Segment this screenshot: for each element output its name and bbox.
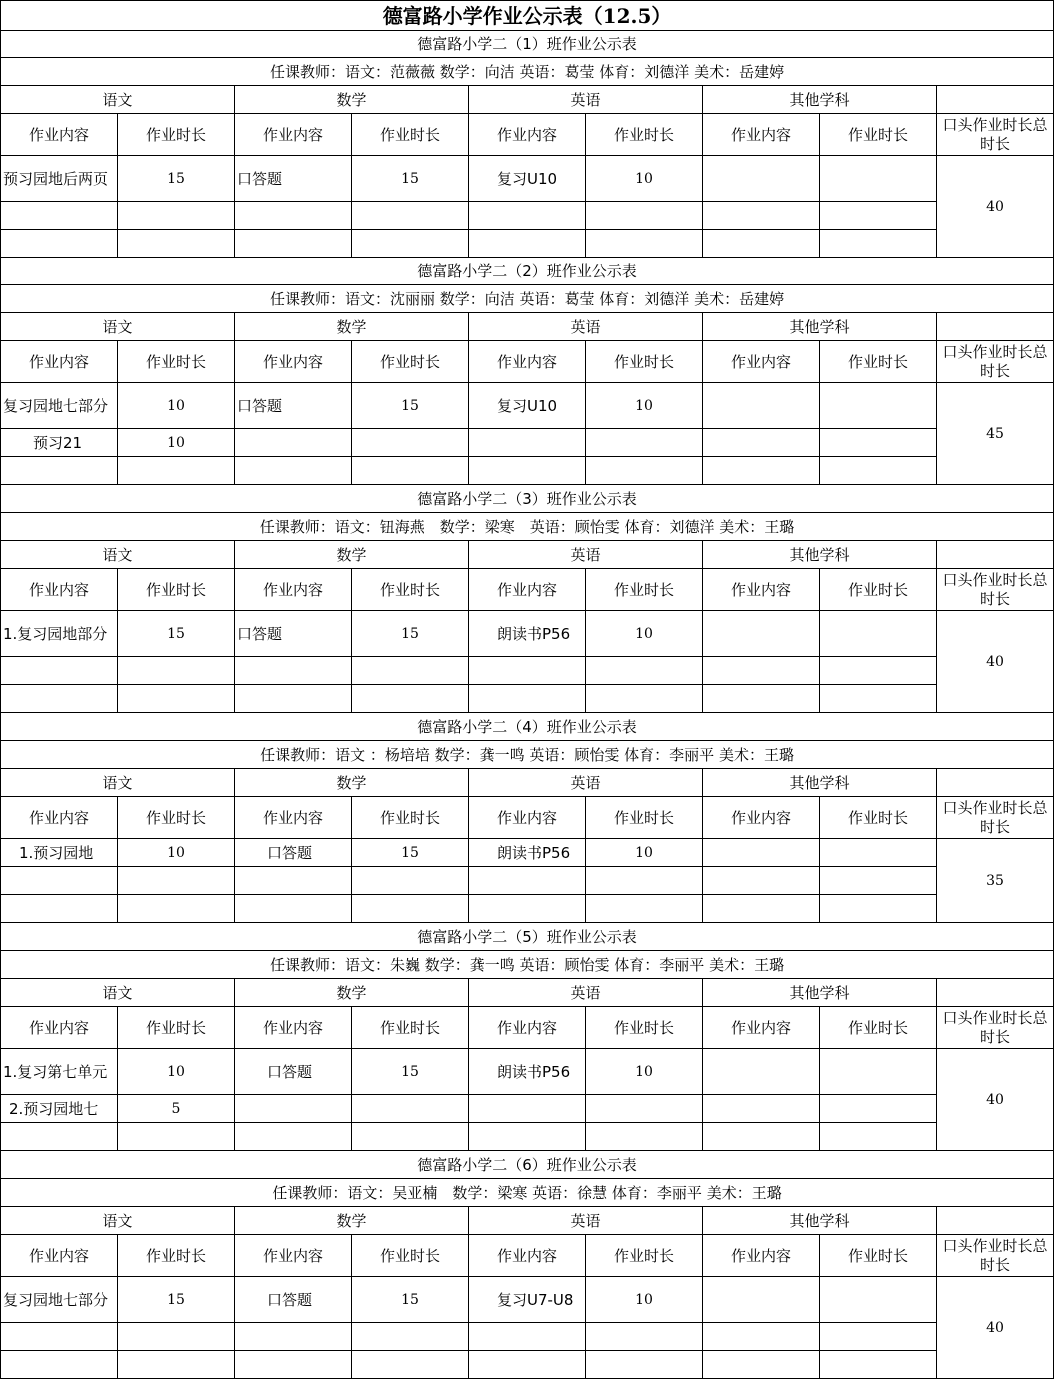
homework-content-cell (1, 895, 118, 923)
column-header-time: 作业时长 (586, 1235, 703, 1277)
homework-content-cell (703, 429, 820, 457)
homework-time-cell (820, 685, 937, 713)
oral-total-value: 45 (937, 383, 1054, 485)
column-header-content: 作业内容 (469, 1235, 586, 1277)
homework-time-cell (352, 867, 469, 895)
homework-time-cell (820, 839, 937, 867)
homework-content-cell (235, 685, 352, 713)
homework-content-cell: 复习U10 (469, 156, 586, 202)
homework-content-cell (1, 1323, 118, 1351)
homework-time-cell: 15 (352, 383, 469, 429)
column-header-content: 作业内容 (235, 569, 352, 611)
homework-time-cell: 10 (586, 156, 703, 202)
homework-time-cell (820, 611, 937, 657)
homework-content-cell (703, 1123, 820, 1151)
column-header-time: 作业时长 (352, 341, 469, 383)
homework-time-cell (820, 230, 937, 258)
homework-time-cell (586, 429, 703, 457)
column-header-time: 作业时长 (118, 1007, 235, 1049)
class-header: 德富路小学二（6）班作业公示表 (1, 1151, 1054, 1179)
homework-time-cell (118, 457, 235, 485)
homework-time-cell (820, 1351, 937, 1379)
column-header-time: 作业时长 (820, 114, 937, 156)
homework-content-cell: 朗读书P56 (469, 839, 586, 867)
homework-time-cell (586, 895, 703, 923)
homework-content-cell (469, 685, 586, 713)
homework-content-cell: 朗读书P56 (469, 1049, 586, 1095)
column-header-time: 作业时长 (352, 1235, 469, 1277)
homework-time-cell: 15 (352, 1277, 469, 1323)
oral-total-value: 40 (937, 156, 1054, 258)
homework-time-cell (118, 657, 235, 685)
homework-content-cell (235, 1323, 352, 1351)
homework-time-cell (586, 1351, 703, 1379)
homework-time-cell (820, 1095, 937, 1123)
homework-content-cell (235, 230, 352, 258)
oral-total-value: 40 (937, 611, 1054, 713)
homework-content-cell: 1.复习园地部分 (1, 611, 118, 657)
subject-header: 数学 (235, 979, 469, 1007)
homework-time-cell (118, 867, 235, 895)
subject-header: 其他学科 (703, 86, 937, 114)
column-header-content: 作业内容 (1, 1007, 118, 1049)
homework-content-cell: 1.预习园地 (1, 839, 118, 867)
homework-time-cell (118, 685, 235, 713)
homework-content-cell (703, 685, 820, 713)
column-header-content: 作业内容 (1, 797, 118, 839)
homework-time-cell (586, 230, 703, 258)
homework-time-cell (820, 202, 937, 230)
column-header-oral-total: 口头作业时长总时长 (937, 114, 1054, 156)
column-header-content: 作业内容 (1, 114, 118, 156)
homework-content-cell (1, 685, 118, 713)
column-header-time: 作业时长 (118, 797, 235, 839)
column-header-content: 作业内容 (235, 1235, 352, 1277)
homework-content-cell (235, 895, 352, 923)
column-header-oral-total: 口头作业时长总时长 (937, 341, 1054, 383)
column-header-content: 作业内容 (469, 341, 586, 383)
column-header-content: 作业内容 (1, 341, 118, 383)
subject-header: 语文 (1, 541, 235, 569)
homework-time-cell (586, 1095, 703, 1123)
homework-content-cell: 口答题 (235, 383, 352, 429)
column-header-content: 作业内容 (469, 114, 586, 156)
homework-time-cell (820, 867, 937, 895)
homework-content-cell (235, 202, 352, 230)
class-header: 德富路小学二（1）班作业公示表 (1, 31, 1054, 58)
homework-time-cell (118, 895, 235, 923)
subject-header: 英语 (469, 86, 703, 114)
subject-header: 数学 (235, 313, 469, 341)
teacher-list: 任课教师：语文 ：杨培培 数学：龚一鸣 英语：顾怡雯 体育：李丽平 美术：王璐 (1, 741, 1054, 769)
homework-content-cell (1, 1351, 118, 1379)
homework-time-cell (352, 895, 469, 923)
column-header-content: 作业内容 (703, 797, 820, 839)
column-header-time: 作业时长 (586, 1007, 703, 1049)
homework-content-cell (1, 457, 118, 485)
homework-content-cell (469, 1123, 586, 1151)
homework-time-cell (352, 230, 469, 258)
homework-time-cell: 15 (118, 156, 235, 202)
homework-time-cell: 10 (586, 839, 703, 867)
homework-time-cell: 15 (118, 611, 235, 657)
homework-content-cell (235, 1351, 352, 1379)
class-header: 德富路小学二（3）班作业公示表 (1, 485, 1054, 513)
homework-content-cell (703, 1323, 820, 1351)
homework-time-cell (820, 457, 937, 485)
column-header-time: 作业时长 (118, 569, 235, 611)
homework-time-cell (352, 657, 469, 685)
subject-header: 其他学科 (703, 541, 937, 569)
homework-time-cell (820, 429, 937, 457)
homework-content-cell: 复习园地七部分 (1, 383, 118, 429)
homework-content-cell (469, 1095, 586, 1123)
homework-content-cell (703, 156, 820, 202)
homework-time-cell (586, 685, 703, 713)
column-header-content: 作业内容 (703, 1007, 820, 1049)
homework-time-cell (118, 1351, 235, 1379)
homework-time-cell (118, 230, 235, 258)
teacher-list: 任课教师：语文：吴亚楠 数学：梁寒 英语：徐慧 体育：李丽平 美术：王璐 (1, 1179, 1054, 1207)
subject-header: 英语 (469, 979, 703, 1007)
homework-time-cell (820, 1323, 937, 1351)
homework-time-cell: 10 (118, 1049, 235, 1095)
homework-content-cell (469, 657, 586, 685)
homework-content-cell (703, 383, 820, 429)
column-header-time: 作业时长 (820, 797, 937, 839)
homework-time-cell (820, 895, 937, 923)
empty-cell (937, 86, 1054, 114)
homework-time-cell (820, 1277, 937, 1323)
oral-total-value: 35 (937, 839, 1054, 923)
homework-content-cell (235, 657, 352, 685)
subject-header: 语文 (1, 86, 235, 114)
homework-content-cell (703, 1095, 820, 1123)
class-header: 德富路小学二（5）班作业公示表 (1, 923, 1054, 951)
column-header-content: 作业内容 (469, 569, 586, 611)
subject-header: 语文 (1, 769, 235, 797)
homework-time-cell: 15 (352, 156, 469, 202)
subject-header: 其他学科 (703, 769, 937, 797)
homework-content-cell (703, 1049, 820, 1095)
column-header-time: 作业时长 (820, 569, 937, 611)
column-header-content: 作业内容 (1, 569, 118, 611)
column-header-content: 作业内容 (1, 1235, 118, 1277)
class-header: 德富路小学二（2）班作业公示表 (1, 258, 1054, 285)
homework-content-cell (703, 1277, 820, 1323)
homework-time-cell (352, 429, 469, 457)
homework-content-cell (703, 657, 820, 685)
column-header-content: 作业内容 (703, 569, 820, 611)
homework-time-cell (586, 1323, 703, 1351)
subject-header: 英语 (469, 1207, 703, 1235)
homework-time-cell: 5 (118, 1095, 235, 1123)
homework-content-cell (703, 457, 820, 485)
column-header-content: 作业内容 (703, 1235, 820, 1277)
homework-time-cell (352, 1323, 469, 1351)
homework-time-cell: 10 (118, 839, 235, 867)
subject-header: 英语 (469, 769, 703, 797)
homework-content-cell: 口答题 (235, 839, 352, 867)
homework-time-cell (118, 1323, 235, 1351)
column-header-time: 作业时长 (352, 114, 469, 156)
column-header-oral-total: 口头作业时长总时长 (937, 797, 1054, 839)
homework-time-cell: 10 (118, 383, 235, 429)
column-header-time: 作业时长 (352, 1007, 469, 1049)
homework-content-cell (1, 1123, 118, 1151)
subject-header: 语文 (1, 313, 235, 341)
homework-content-cell (469, 429, 586, 457)
homework-time-cell: 10 (586, 383, 703, 429)
homework-time-cell (820, 156, 937, 202)
column-header-oral-total: 口头作业时长总时长 (937, 569, 1054, 611)
homework-content-cell: 口答题 (235, 1049, 352, 1095)
subject-header: 英语 (469, 313, 703, 341)
column-header-content: 作业内容 (469, 797, 586, 839)
homework-time-cell: 10 (586, 1277, 703, 1323)
homework-content-cell: 2.预习园地七 (1, 1095, 118, 1123)
homework-time-cell (586, 1123, 703, 1151)
homework-content-cell (469, 457, 586, 485)
homework-content-cell: 朗读书P56 (469, 611, 586, 657)
column-header-oral-total: 口头作业时长总时长 (937, 1235, 1054, 1277)
subject-header: 数学 (235, 541, 469, 569)
homework-content-cell: 预习园地后两页 (1, 156, 118, 202)
teacher-list: 任课教师：语文：钮海燕 数学：梁寒 英语：顾怡雯 体育：刘德洋 美术：王璐 (1, 513, 1054, 541)
column-header-content: 作业内容 (235, 797, 352, 839)
homework-time-cell (586, 202, 703, 230)
homework-content-cell (469, 202, 586, 230)
empty-cell (937, 1207, 1054, 1235)
homework-time-cell (352, 1123, 469, 1151)
subject-header: 其他学科 (703, 313, 937, 341)
homework-time-cell (586, 867, 703, 895)
subject-header: 数学 (235, 86, 469, 114)
homework-time-cell (118, 1123, 235, 1151)
subject-header: 语文 (1, 979, 235, 1007)
homework-time-cell: 10 (586, 1049, 703, 1095)
column-header-time: 作业时长 (820, 1235, 937, 1277)
column-header-content: 作业内容 (469, 1007, 586, 1049)
homework-time-cell (352, 202, 469, 230)
homework-content-cell (1, 202, 118, 230)
teacher-list: 任课教师：语文：范薇薇 数学：向洁 英语：葛莹 体育：刘德洋 美术：岳建婷 (1, 58, 1054, 86)
homework-content-cell (235, 457, 352, 485)
homework-time-cell (352, 457, 469, 485)
homework-content-cell (469, 230, 586, 258)
column-header-time: 作业时长 (586, 114, 703, 156)
homework-content-cell (469, 867, 586, 895)
column-header-content: 作业内容 (235, 341, 352, 383)
homework-time-cell (820, 657, 937, 685)
subject-header: 英语 (469, 541, 703, 569)
homework-content-cell (1, 867, 118, 895)
column-header-time: 作业时长 (820, 341, 937, 383)
homework-content-cell: 口答题 (235, 156, 352, 202)
class-header: 德富路小学二（4）班作业公示表 (1, 713, 1054, 741)
empty-cell (937, 979, 1054, 1007)
homework-time-cell (118, 202, 235, 230)
column-header-time: 作业时长 (352, 797, 469, 839)
homework-content-cell (235, 1123, 352, 1151)
homework-time-cell (820, 1049, 937, 1095)
column-header-oral-total: 口头作业时长总时长 (937, 1007, 1054, 1049)
homework-time-cell (586, 457, 703, 485)
homework-content-cell (1, 657, 118, 685)
homework-content-cell (235, 1095, 352, 1123)
column-header-time: 作业时长 (820, 1007, 937, 1049)
homework-content-cell (235, 867, 352, 895)
column-header-time: 作业时长 (586, 797, 703, 839)
subject-header: 数学 (235, 769, 469, 797)
homework-content-cell (703, 1351, 820, 1379)
column-header-time: 作业时长 (118, 1235, 235, 1277)
column-header-content: 作业内容 (703, 341, 820, 383)
column-header-time: 作业时长 (352, 569, 469, 611)
homework-content-cell (235, 429, 352, 457)
homework-content-cell (469, 895, 586, 923)
homework-time-cell: 15 (352, 611, 469, 657)
subject-header: 其他学科 (703, 1207, 937, 1235)
homework-content-cell (469, 1323, 586, 1351)
column-header-content: 作业内容 (235, 1007, 352, 1049)
subject-header: 语文 (1, 1207, 235, 1235)
homework-time-cell (586, 657, 703, 685)
empty-cell (937, 313, 1054, 341)
homework-content-cell: 口答题 (235, 1277, 352, 1323)
homework-content-cell (703, 895, 820, 923)
homework-time-cell (820, 1123, 937, 1151)
homework-content-cell (703, 202, 820, 230)
column-header-content: 作业内容 (235, 114, 352, 156)
homework-content-cell (469, 1351, 586, 1379)
homework-time-cell: 10 (586, 611, 703, 657)
empty-cell (937, 769, 1054, 797)
homework-content-cell: 复习园地七部分 (1, 1277, 118, 1323)
teacher-list: 任课教师：语文：朱巍 数学：龚一鸣 英语：顾怡雯 体育：李丽平 美术：王璐 (1, 951, 1054, 979)
homework-content-cell: 复习U7-U8 (469, 1277, 586, 1323)
homework-time-cell: 10 (118, 429, 235, 457)
homework-time-cell: 15 (352, 839, 469, 867)
empty-cell (937, 541, 1054, 569)
homework-time-cell: 15 (118, 1277, 235, 1323)
homework-time-cell: 15 (352, 1049, 469, 1095)
homework-content-cell (703, 867, 820, 895)
homework-content-cell (703, 230, 820, 258)
homework-content-cell: 预习21 (1, 429, 118, 457)
subject-header: 其他学科 (703, 979, 937, 1007)
column-header-time: 作业时长 (118, 114, 235, 156)
oral-total-value: 40 (937, 1277, 1054, 1379)
column-header-time: 作业时长 (586, 569, 703, 611)
homework-time-cell (352, 685, 469, 713)
subject-header: 数学 (235, 1207, 469, 1235)
homework-content-cell (1, 230, 118, 258)
homework-time-cell (352, 1095, 469, 1123)
column-header-content: 作业内容 (703, 114, 820, 156)
teacher-list: 任课教师：语文：沈丽丽 数学：向洁 英语：葛莹 体育：刘德洋 美术：岳建婷 (1, 285, 1054, 313)
homework-content-cell (703, 839, 820, 867)
homework-time-cell (820, 383, 937, 429)
homework-time-cell (352, 1351, 469, 1379)
oral-total-value: 40 (937, 1049, 1054, 1151)
column-header-time: 作业时长 (586, 341, 703, 383)
homework-content-cell: 1.复习第七单元 (1, 1049, 118, 1095)
homework-content-cell: 复习U10 (469, 383, 586, 429)
homework-content-cell (703, 611, 820, 657)
column-header-time: 作业时长 (118, 341, 235, 383)
homework-content-cell: 口答题 (235, 611, 352, 657)
page-title: 德富路小学作业公示表（12.5） (1, 1, 1054, 31)
